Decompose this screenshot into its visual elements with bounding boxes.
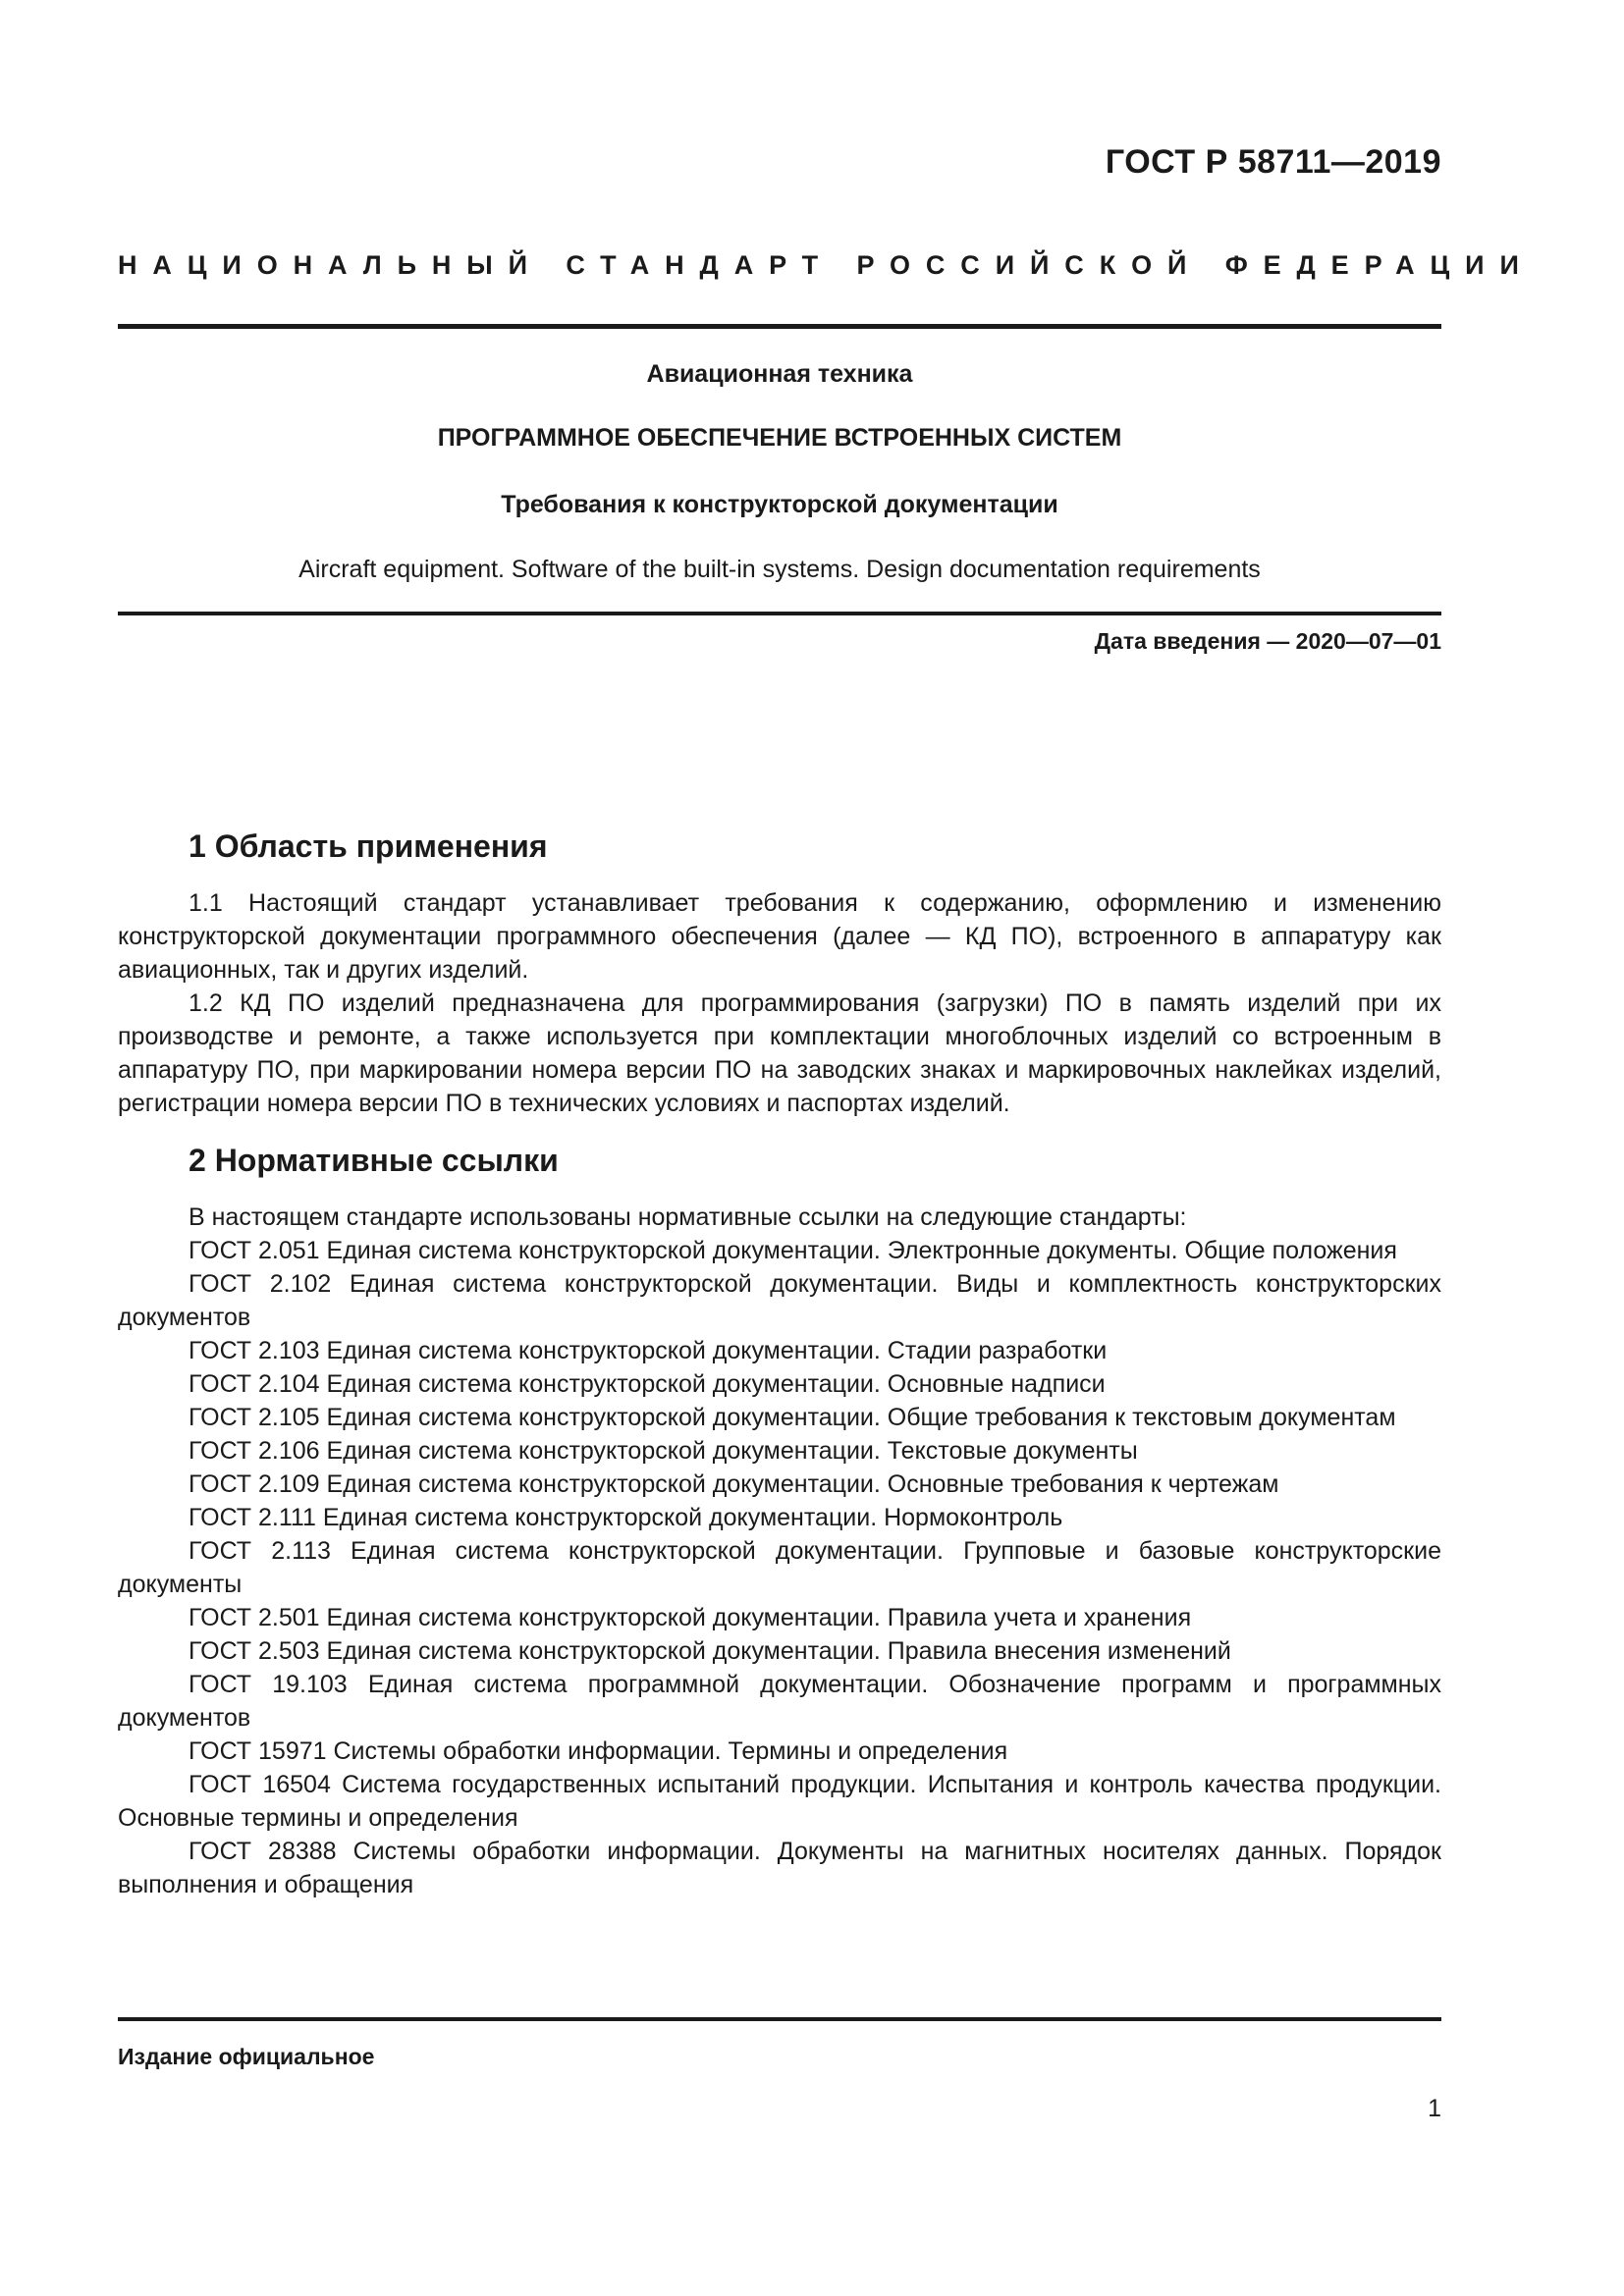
footer-divider xyxy=(118,2017,1441,2021)
reference-item: ГОСТ 2.503 Единая система конструкторской документации. Правила внесения изменений xyxy=(189,1637,1231,1665)
reference-item: ГОСТ 2.113 Единая система конструкторской документации. Групповые и базовые конструкторские документы xyxy=(118,1537,1441,1598)
document-body xyxy=(118,828,1441,1901)
reference-item: ГОСТ 2.501 Единая система конструкторской документации. Правила учета и хранения xyxy=(189,1604,1192,1631)
title-field: Авиационная техника xyxy=(646,360,913,388)
national-standard-title: НАЦИОНАЛЬНЫЙ СТАНДАРТ РОССИЙСКОЙ ФЕДЕРАЦИИ xyxy=(118,250,1535,280)
reference-item: ГОСТ 2.106 Единая система конструкторской документации. Текстовые документы xyxy=(189,1437,1138,1465)
section-heading-references: 2 Нормативные ссылки xyxy=(189,1143,559,1178)
paragraph: 1.2 КД ПО изделий предназначена для программирования (загрузки) ПО в память изделий при их производстве и ремонте, а также используется при комплектации многоблочных изделий со встроенным в аппаратуру ПО, при маркировании номера версии ПО на заводских знаках и маркировочных наклейках изделий, регистрации номера версии ПО в технических условиях и паспортах изделий. xyxy=(118,989,1441,1117)
reference-item: ГОСТ 2.102 Единая система конструкторской документации. Виды и комплектность конструкторских документов xyxy=(118,1270,1441,1331)
title-main: ПРОГРАММНОЕ ОБЕСПЕЧЕНИЕ ВСТРОЕННЫХ СИСТЕМ xyxy=(437,424,1122,452)
edition-label: Издание официальное xyxy=(118,2044,375,2069)
section-heading-scope: 1 Область применения xyxy=(189,828,548,864)
reference-item: ГОСТ 19.103 Единая система программной документации. Обозначение программ и программных документов xyxy=(118,1671,1441,1732)
title-sub: Требования к конструкторской документации xyxy=(501,491,1058,518)
intro-date: Дата введения — 2020—07—01 xyxy=(1094,628,1441,654)
page-number: 1 xyxy=(1428,2095,1441,2122)
reference-item: ГОСТ 2.103 Единая система конструкторской документации. Стадии разработки xyxy=(189,1337,1108,1364)
reference-item: ГОСТ 28388 Системы обработки информации. Документы на магнитных носителях данных. Порядок выполнения и обращения xyxy=(118,1838,1441,1898)
paragraph: В настоящем стандарте использованы нормативные ссылки на следующие стандарты: xyxy=(189,1203,1187,1231)
title-english: Aircraft equipment. Software of the built-in systems. Design documentation requirements xyxy=(298,556,1261,583)
gost-number: ГОСТ Р 58711—2019 xyxy=(1105,143,1441,181)
reference-item: ГОСТ 2.111 Единая система конструкторской документации. Нормоконтроль xyxy=(189,1504,1063,1531)
reference-item: ГОСТ 2.105 Единая система конструкторской документации. Общие требования к текстовым документам xyxy=(189,1404,1396,1431)
paragraph: 1.1 Настоящий стандарт устанавливает требования к содержанию, оформлению и изменению конструкторской документации программного обеспечения (далее — КД ПО), встроенного в аппаратуру как авиационных, так и других изделий. xyxy=(118,889,1441,984)
header-divider xyxy=(118,324,1441,329)
reference-item: ГОСТ 15971 Системы обработки информации. Термины и определения xyxy=(189,1737,1008,1765)
reference-item: ГОСТ 16504 Система государственных испытаний продукции. Испытания и контроль качества продукции. Основные термины и определения xyxy=(118,1771,1441,1832)
reference-item: ГОСТ 2.051 Единая система конструкторской документации. Электронные документы. Общие положения xyxy=(189,1237,1397,1264)
title-divider xyxy=(118,612,1441,615)
reference-item: ГОСТ 2.109 Единая система конструкторской документации. Основные требования к чертежам xyxy=(189,1470,1279,1498)
reference-item: ГОСТ 2.104 Единая система конструкторской документации. Основные надписи xyxy=(189,1370,1106,1398)
